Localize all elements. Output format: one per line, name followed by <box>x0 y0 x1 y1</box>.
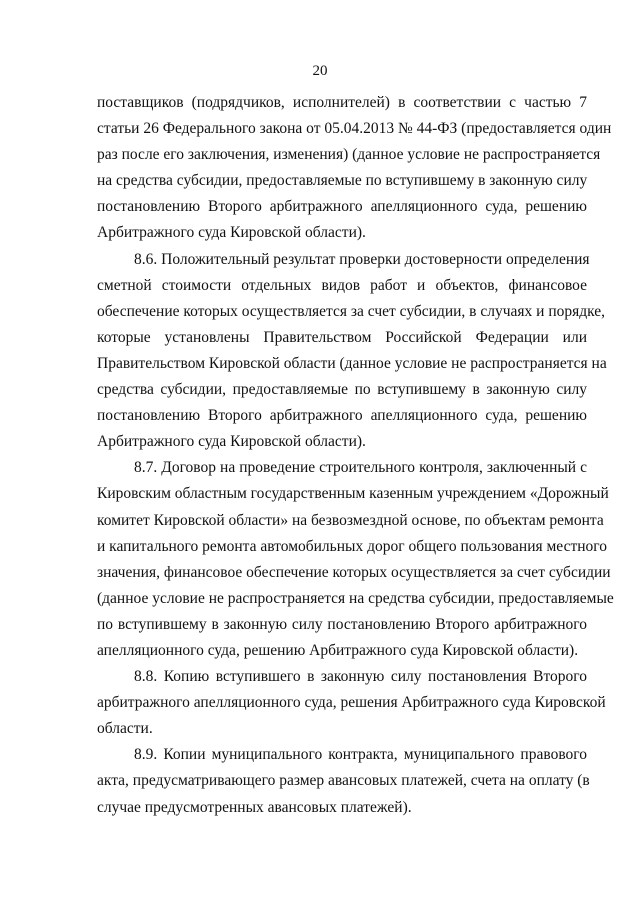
text-line: поставщиков (подрядчиков, исполнителей) в соответствии с частью 7 <box>97 94 587 111</box>
text-line: значения, финансовое обеспечение которых осуществляется за счет субсидии <box>97 563 611 581</box>
text-line: области. <box>97 720 153 738</box>
text-line: акта, предусматривающего размер авансовых платежей, счета на оплату (в <box>97 772 590 790</box>
text-line: Арбитражного суда Кировской области). <box>97 224 366 242</box>
text-line: комитет Кировской области» на безвозмездной основе, по объектам ремонта <box>97 511 604 529</box>
text-line: 8.9. Копии муниципального контракта, муниципального правового <box>134 746 587 764</box>
text-line: арбитражного апелляционного суда, решения Арбитражного суда Кировской <box>97 694 606 712</box>
text-line: средства субсидии, предоставляемые по вступившему в законную силу <box>97 381 587 399</box>
text-line: Арбитражного суда Кировской области). <box>97 433 366 451</box>
text-line: 8.8. Копию вступившего в законную силу постановления Второго <box>134 668 587 686</box>
text-line: Кировским областным государственным казенным учреждением «Дорожный <box>97 485 609 503</box>
text-line: апелляционного суда, решению Арбитражного суда Кировской области). <box>97 641 579 659</box>
text-line: которые установлены Правительством Российской Федерации или <box>97 328 587 346</box>
text-line: на средства субсидии, предоставляемые по вступившему в законную силу <box>97 172 588 190</box>
text-line: 8.7. Договор на проведение строительного контроля, заключенный с <box>134 459 587 477</box>
text-line: по вступившему в законную силу постановлению Второго арбитражного <box>97 615 587 633</box>
paragraph-8-9 <box>97 742 590 820</box>
text-line: случае предусмотренных авансовых платежей). <box>97 798 412 816</box>
text-line: 8.6. Положительный результат проверки достоверности определения <box>134 250 590 268</box>
paragraph-8-7 <box>97 455 614 664</box>
text-line: (данное условие не распространяется на средства субсидии, предоставляемые <box>97 589 614 607</box>
paragraph-continuation <box>97 90 612 247</box>
text-line: Правительством Кировской области (данное условие не распространяется на <box>97 354 607 372</box>
document-body <box>97 90 614 821</box>
text-line: раз после его заключения, изменения) (данное условие не распространяется <box>97 146 601 164</box>
paragraph-8-6 <box>97 247 607 456</box>
page-number: 20 <box>312 63 328 79</box>
text-line: и капитального ремонта автомобильных дорог общего пользования местного <box>97 537 607 555</box>
text-line: постановлению Второго арбитражного апелляционного суда, решению <box>97 198 587 216</box>
text-line: постановлению Второго арбитражного апелляционного суда, решению <box>97 407 587 425</box>
text-line: сметной стоимости отдельных видов работ и объектов, финансовое <box>97 276 587 294</box>
text-line: обеспечение которых осуществляется за счет субсидии, в случаях и порядке, <box>97 302 606 320</box>
paragraph-8-8 <box>97 664 606 742</box>
text-line: статьи 26 Федерального закона от 05.04.2013 № 44-ФЗ (предоставляется один <box>97 120 612 138</box>
